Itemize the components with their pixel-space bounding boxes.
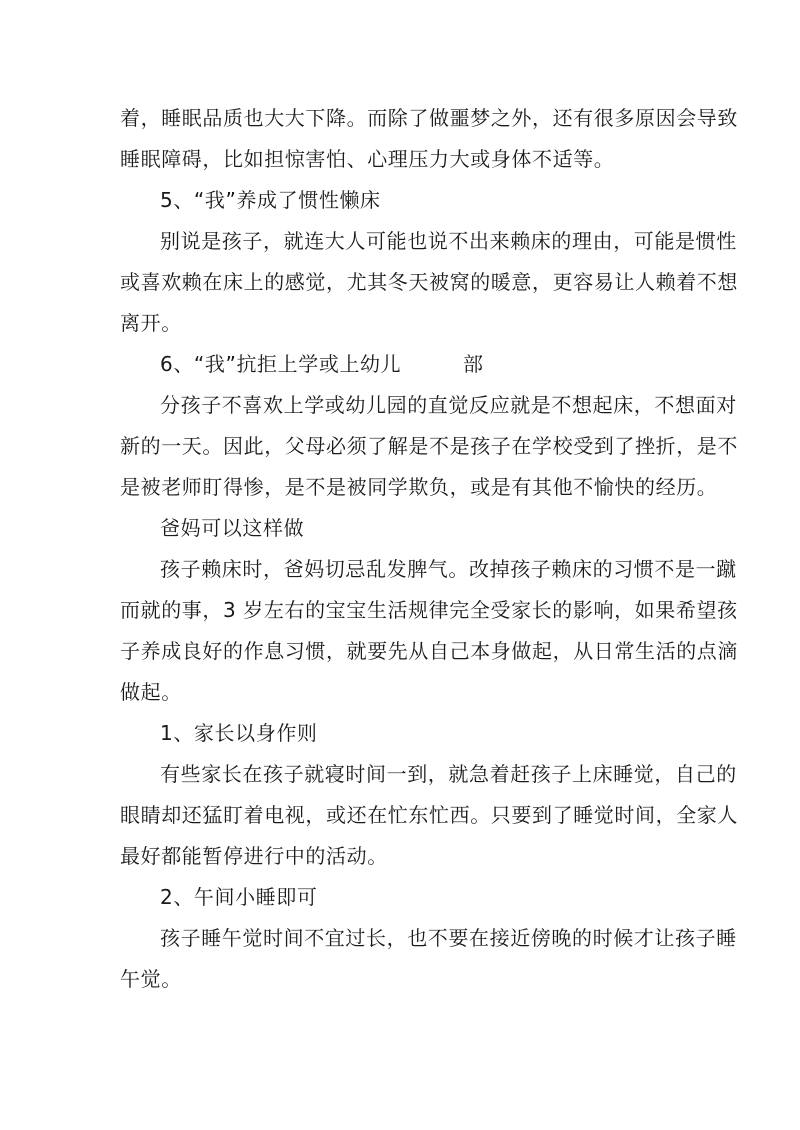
body-text-line: 别说是孩子，就连大人可能也说不出来赖床的理由，可能是惯性	[160, 229, 737, 253]
body-text-line: 子养成良好的作息习惯，就要先从自己本身做起，从日常生活的点滴	[120, 639, 738, 663]
body-text-line: 或喜欢赖在床上的感觉，尤其冬天被窝的暖意，更容易让人赖着不想	[120, 270, 738, 294]
body-text-line: 着，睡眠品质也大大下降。而除了做噩梦之外，还有很多原因会导致	[120, 106, 738, 130]
body-text-line: 孩子睡午觉时间不宜过长，也不要在接近傍晚的时候才让孩子睡	[160, 926, 737, 950]
body-text-line: 而就的事，3 岁左右的宝宝生活规律完全受家长的影响，如果希望孩	[120, 598, 738, 622]
section-heading: 6、“我”抗拒上学或上幼儿 部	[160, 352, 484, 376]
body-text-line: 孩子赖床时，爸妈切忌乱发脾气。改掉孩子赖床的习惯不是一蹴	[160, 557, 737, 581]
section-heading: 2、午间小睡即可	[160, 885, 318, 909]
body-text-line: 是被老师盯得惨，是不是被同学欺负，或是有其他不愉快的经历。	[120, 475, 718, 499]
body-text-line: 最好都能暂停进行中的活动。	[120, 844, 388, 868]
body-text-line: 有些家长在孩子就寝时间一到，就急着赶孩子上床睡觉，自己的	[160, 762, 737, 786]
body-text-line: 做起。	[120, 680, 182, 704]
body-text-line: 新的一天。因此，父母必须了解是不是孩子在学校受到了挫折，是不	[120, 434, 738, 458]
body-text-line: 午觉。	[120, 967, 182, 991]
section-heading: 1、家长以身作则	[160, 721, 318, 745]
body-text-line: 眼睛却还猛盯着电视，或还在忙东忙西。只要到了睡觉时间，全家人	[120, 803, 738, 827]
body-text-line: 睡眠障碍，比如担惊害怕、心理压力大或身体不适等。	[120, 147, 615, 171]
body-text-line: 离开。	[120, 311, 182, 335]
section-heading: 5、“我”养成了惯性懒床	[160, 188, 381, 212]
body-text-line: 分孩子不喜欢上学或幼儿园的直觉反应就是不想起床，不想面对	[160, 393, 737, 417]
section-heading: 爸妈可以这样做	[160, 516, 305, 540]
